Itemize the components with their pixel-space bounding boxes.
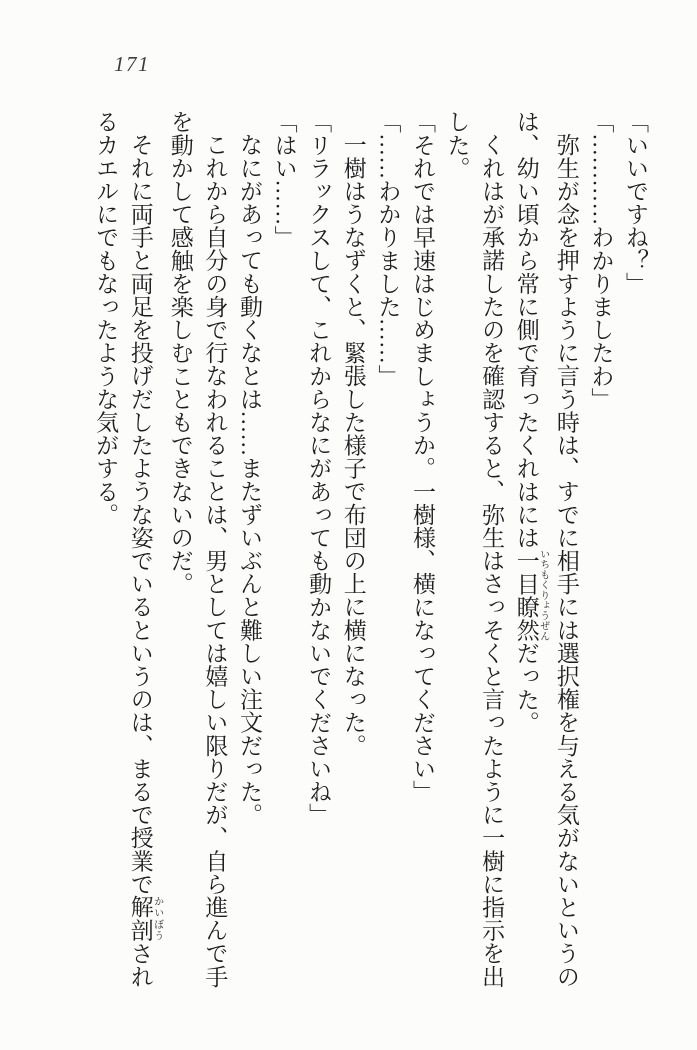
text-line: なにがあっても動くなとは……またずいぶんと難しい注文だった。 (236, 133, 262, 826)
text-line: 「リラックスして、これからなにがあっても動かないでくださいね」 (306, 110, 332, 827)
text-line: 「それでは早速はじめましょうか。一樹様、横になってください」 (409, 110, 435, 803)
text-line: くれはが承諾したのを確認すると、弥生はさっそくと言ったように一樹に指示を出 (479, 133, 505, 988)
text-line: を動かして感触を楽しむこともできないのだ。 (167, 110, 193, 596)
text-line: 弥生が念を押すように言う時は、すでに相手には選択権を与える気がないというの (553, 133, 579, 988)
ruby-annotated-word: 解剖 かいぼう (127, 895, 163, 942)
text-line: 一樹はうなずくと、緊張した様子で布団の上に横になった。 (340, 133, 366, 757)
text-line: これから自分の身で行なわれることは、男としては嬉しい限りだが、自ら進んで手 (202, 133, 228, 988)
text-line: 「いいですね？」 (623, 110, 648, 295)
text-line: は、幼い頃から常に側で育ったくれはには一目瞭然 いちもくりょうぜんだった。 (513, 110, 549, 734)
ruby-annotated-word: 一目瞭然 いちもくりょうぜん (513, 548, 549, 642)
text-line: した。 (444, 110, 470, 180)
text-line: るカエルにでもなったような気がする。 (93, 110, 119, 526)
furigana: いちもくりょうぜん (537, 548, 549, 642)
text-line: 「……わかりました……」 (375, 110, 401, 388)
page-number: 171 (114, 52, 150, 76)
text-area (93, 110, 652, 994)
furigana: かいぼう (151, 895, 163, 942)
text-line: 「…………わかりましたわ」 (588, 110, 614, 411)
text-line: 「はい……」 (271, 110, 297, 249)
text-line: それに両手と両足を投げだしたような姿でいるというのは、まるで授業で解剖 かいぼうされ (127, 133, 163, 988)
